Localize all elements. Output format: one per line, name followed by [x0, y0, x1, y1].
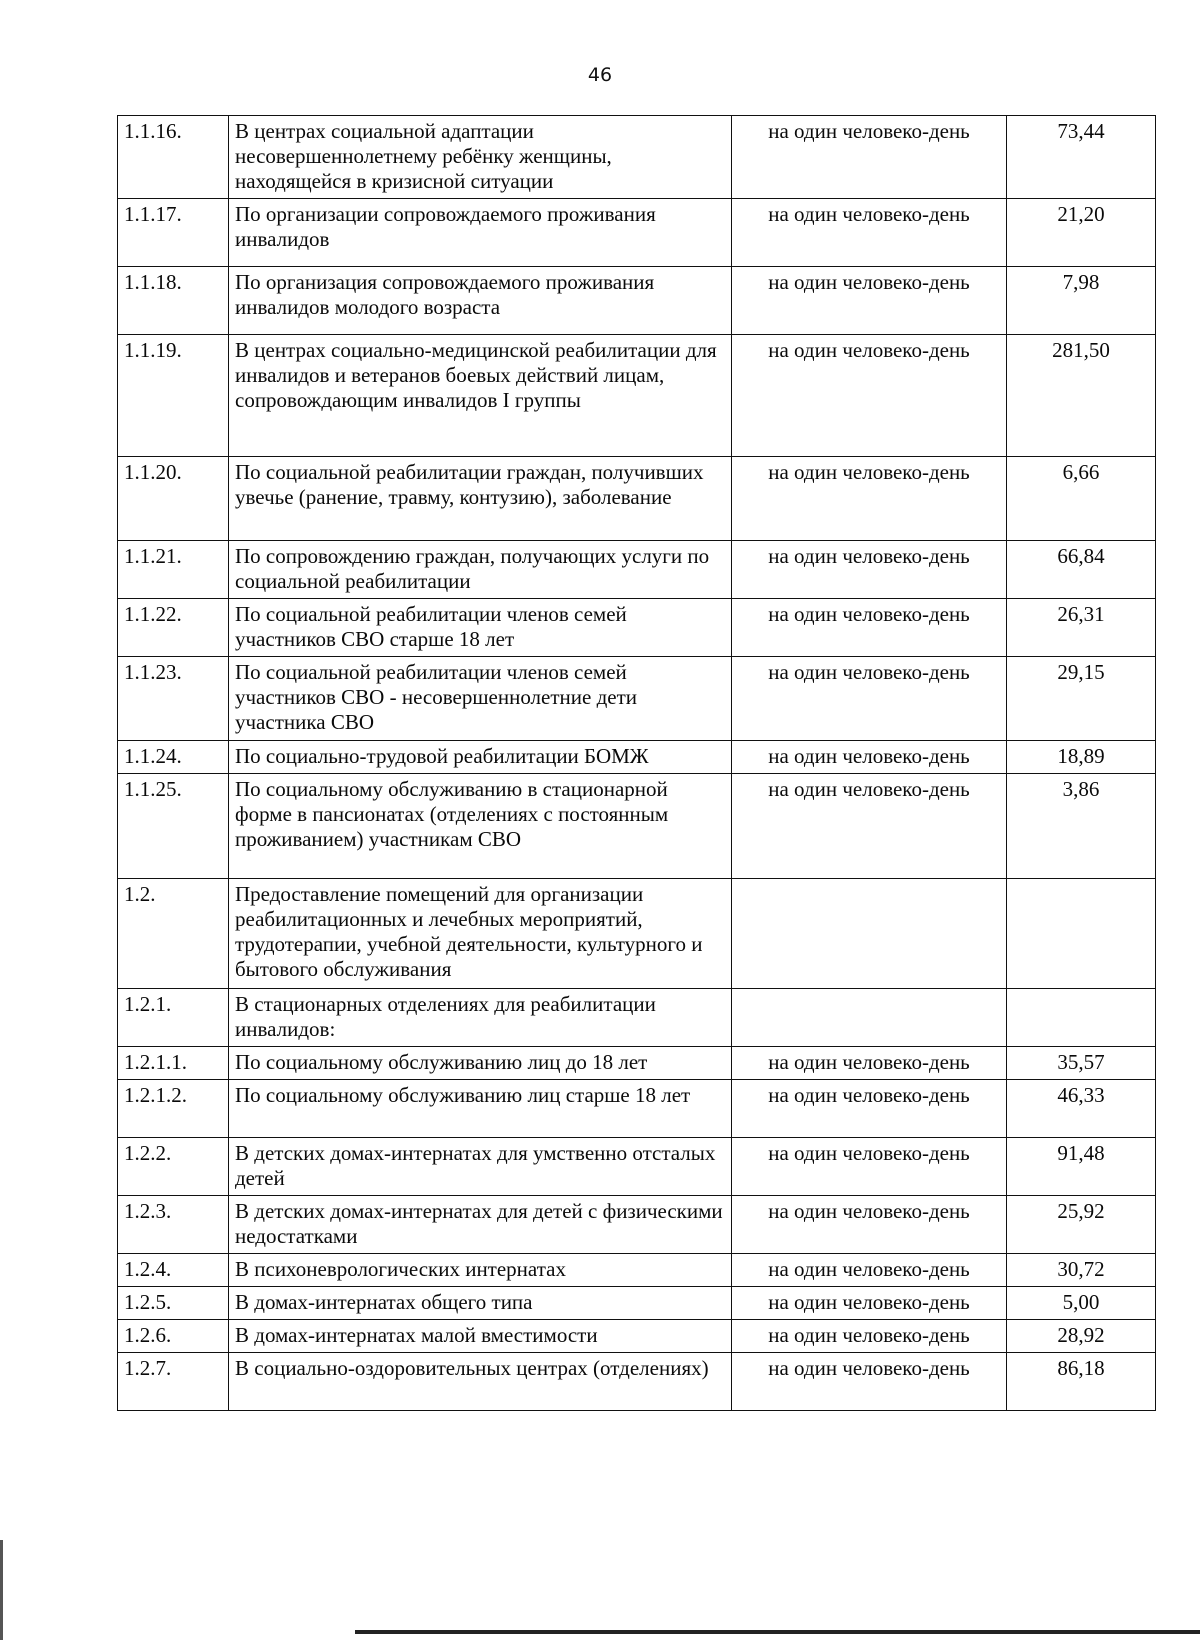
- tariff-table: [117, 115, 1156, 1411]
- table-row: [118, 1047, 1156, 1080]
- row-unit: на один человеко-день: [732, 1138, 1007, 1196]
- row-value: 26,31: [1007, 599, 1156, 657]
- row-number: 1.2.7.: [118, 1353, 229, 1411]
- row-description: По социальному обслуживанию лиц до 18 лет: [229, 1047, 732, 1080]
- table-row: [118, 774, 1156, 879]
- row-unit: [732, 989, 1007, 1047]
- row-number: 1.2.1.1.: [118, 1047, 229, 1080]
- row-description: В социально-оздоровительных центрах (отделениях): [229, 1353, 732, 1411]
- row-number: 1.1.18.: [118, 267, 229, 335]
- table-row: [118, 599, 1156, 657]
- row-number: 1.2.3.: [118, 1196, 229, 1254]
- row-value: 18,89: [1007, 741, 1156, 774]
- row-description: В домах-интернатах малой вместимости: [229, 1320, 732, 1353]
- scan-edge-mark: [0, 1540, 3, 1640]
- row-value: 86,18: [1007, 1353, 1156, 1411]
- row-description: В центрах социальной адаптации несовершеннолетнему ребёнку женщины, находящейся в кризисной ситуации: [229, 116, 732, 199]
- table-row: [118, 457, 1156, 541]
- row-number: 1.2.1.2.: [118, 1080, 229, 1138]
- row-value: [1007, 989, 1156, 1047]
- row-unit: на один человеко-день: [732, 599, 1007, 657]
- row-description: По социальному обслуживанию в стационарной форме в пансионатах (отделениях с постоянным проживанием) участникам СВО: [229, 774, 732, 879]
- table-row: [118, 741, 1156, 774]
- table-row: [118, 267, 1156, 335]
- row-number: 1.2.6.: [118, 1320, 229, 1353]
- row-number: 1.1.23.: [118, 657, 229, 741]
- row-value: [1007, 879, 1156, 989]
- row-value: 7,98: [1007, 267, 1156, 335]
- table-row: [118, 1080, 1156, 1138]
- row-description: По социальной реабилитации граждан, получивших увечье (ранение, травму, контузию), заболевание: [229, 457, 732, 541]
- row-value: 6,66: [1007, 457, 1156, 541]
- table-row: [118, 1196, 1156, 1254]
- row-unit: на один человеко-день: [732, 774, 1007, 879]
- table-row: [118, 657, 1156, 741]
- row-value: 5,00: [1007, 1287, 1156, 1320]
- table-row: [118, 199, 1156, 267]
- row-description: В стационарных отделениях для реабилитации инвалидов:: [229, 989, 732, 1047]
- row-unit: на один человеко-день: [732, 541, 1007, 599]
- row-value: 29,15: [1007, 657, 1156, 741]
- table-row: [118, 1353, 1156, 1411]
- row-value: 281,50: [1007, 335, 1156, 457]
- row-description: В детских домах-интернатах для умственно отсталых детей: [229, 1138, 732, 1196]
- row-number: 1.2.: [118, 879, 229, 989]
- row-number: 1.2.4.: [118, 1254, 229, 1287]
- row-unit: на один человеко-день: [732, 267, 1007, 335]
- row-number: 1.1.17.: [118, 199, 229, 267]
- table-row: [118, 541, 1156, 599]
- table-row: [118, 879, 1156, 989]
- page-number: 46: [587, 64, 613, 86]
- row-description: В детских домах-интернатах для детей с физическими недостатками: [229, 1196, 732, 1254]
- row-unit: [732, 879, 1007, 989]
- row-description: По организация сопровождаемого проживания инвалидов молодого возраста: [229, 267, 732, 335]
- table-row: [118, 1254, 1156, 1287]
- row-value: 91,48: [1007, 1138, 1156, 1196]
- row-value: 30,72: [1007, 1254, 1156, 1287]
- row-description: В центрах социально-медицинской реабилитации для инвалидов и ветеранов боевых действий лицам, сопровождающим инвалидов I группы: [229, 335, 732, 457]
- row-description: В психоневрологических интернатах: [229, 1254, 732, 1287]
- row-value: 35,57: [1007, 1047, 1156, 1080]
- row-number: 1.1.19.: [118, 335, 229, 457]
- row-unit: на один человеко-день: [732, 1080, 1007, 1138]
- row-unit: на один человеко-день: [732, 199, 1007, 267]
- table-row: [118, 335, 1156, 457]
- table-body: [118, 116, 1156, 1411]
- row-number: 1.2.1.: [118, 989, 229, 1047]
- row-value: 21,20: [1007, 199, 1156, 267]
- row-value: 73,44: [1007, 116, 1156, 199]
- row-unit: на один человеко-день: [732, 457, 1007, 541]
- table-row: [118, 989, 1156, 1047]
- table-row: [118, 1138, 1156, 1196]
- row-description: По социально-трудовой реабилитации БОМЖ: [229, 741, 732, 774]
- row-value: 46,33: [1007, 1080, 1156, 1138]
- row-number: 1.2.5.: [118, 1287, 229, 1320]
- row-unit: на один человеко-день: [732, 1353, 1007, 1411]
- row-number: 1.2.2.: [118, 1138, 229, 1196]
- row-number: 1.1.24.: [118, 741, 229, 774]
- table-row: [118, 116, 1156, 199]
- row-description: По социальной реабилитации членов семей участников СВО - несовершеннолетние дети участника СВО: [229, 657, 732, 741]
- row-unit: на один человеко-день: [732, 1047, 1007, 1080]
- row-description: По социальному обслуживанию лиц старше 18 лет: [229, 1080, 732, 1138]
- table-row: [118, 1320, 1156, 1353]
- row-number: 1.1.16.: [118, 116, 229, 199]
- row-unit: на один человеко-день: [732, 1254, 1007, 1287]
- row-unit: на один человеко-день: [732, 741, 1007, 774]
- row-number: 1.1.20.: [118, 457, 229, 541]
- row-unit: на один человеко-день: [732, 1320, 1007, 1353]
- row-description: По сопровождению граждан, получающих услуги по социальной реабилитации: [229, 541, 732, 599]
- row-unit: на один человеко-день: [732, 335, 1007, 457]
- row-value: 66,84: [1007, 541, 1156, 599]
- row-unit: на один человеко-день: [732, 657, 1007, 741]
- row-unit: на один человеко-день: [732, 1196, 1007, 1254]
- row-description: Предоставление помещений для организации реабилитационных и лечебных мероприятий, трудотерапии, учебной деятельности, культурного и бытового обслуживания: [229, 879, 732, 989]
- row-value: 25,92: [1007, 1196, 1156, 1254]
- row-description: По организации сопровождаемого проживания инвалидов: [229, 199, 732, 267]
- row-number: 1.1.25.: [118, 774, 229, 879]
- row-value: 3,86: [1007, 774, 1156, 879]
- table-row: [118, 1287, 1156, 1320]
- row-value: 28,92: [1007, 1320, 1156, 1353]
- scan-border-line: [355, 1630, 1200, 1634]
- row-unit: на один человеко-день: [732, 1287, 1007, 1320]
- row-number: 1.1.21.: [118, 541, 229, 599]
- row-description: По социальной реабилитации членов семей участников СВО старше 18 лет: [229, 599, 732, 657]
- row-number: 1.1.22.: [118, 599, 229, 657]
- row-unit: на один человеко-день: [732, 116, 1007, 199]
- row-description: В домах-интернатах общего типа: [229, 1287, 732, 1320]
